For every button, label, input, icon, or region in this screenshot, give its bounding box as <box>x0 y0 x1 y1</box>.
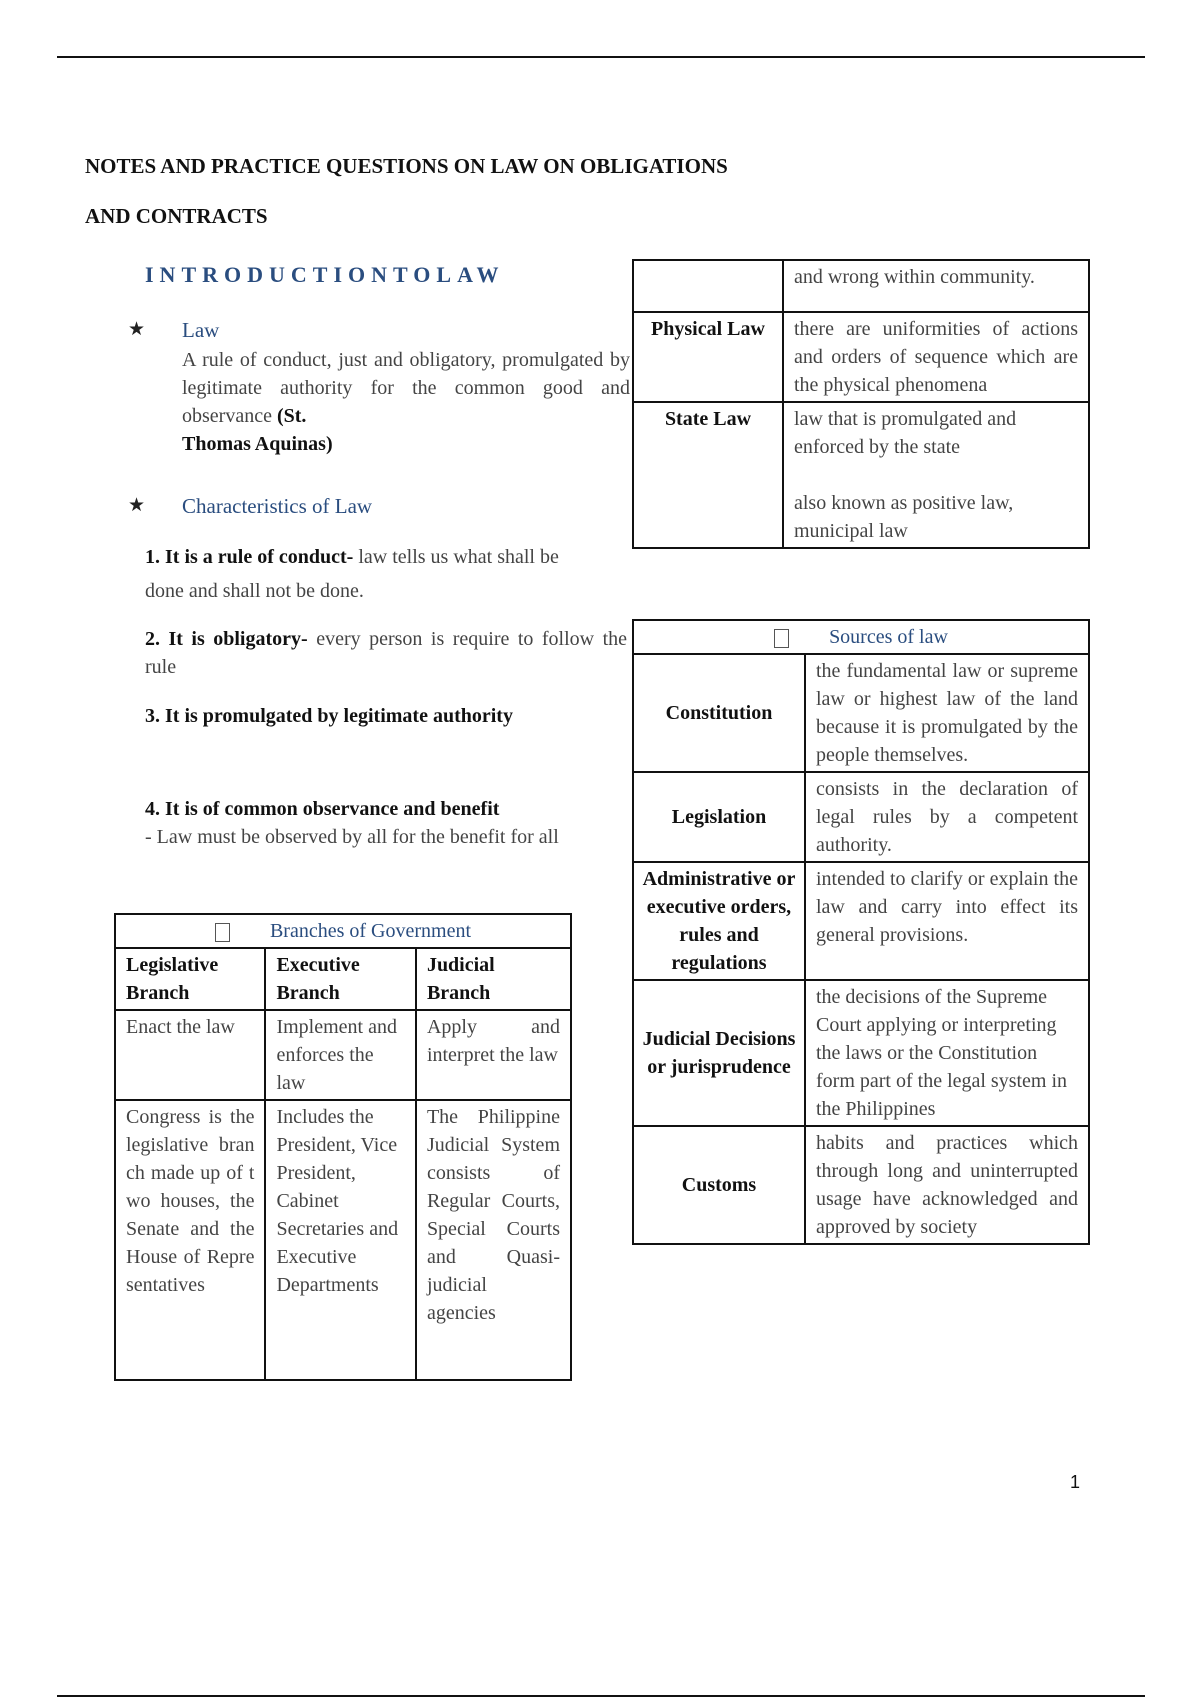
source-label: Legislation <box>633 772 805 862</box>
state-law-text2: also known as positive law, municipal law <box>794 492 1014 542</box>
sources-table <box>632 619 1090 1245</box>
table-row <box>633 260 1089 312</box>
top-rule <box>57 56 1145 58</box>
c3-title: 3. It is promulgated by legitimate authority <box>145 705 513 727</box>
checkbox-icon <box>215 923 230 942</box>
star-bullet-icon: ★ <box>128 319 146 340</box>
table-row <box>633 772 1089 862</box>
cell-legislative-desc: Congress is the legislative branch made up of two houses, the Senate and the House of Representatives <box>115 1100 265 1380</box>
branches-caption: Branches of Government <box>269 920 472 942</box>
table-row <box>633 312 1089 402</box>
table-row <box>115 1100 571 1380</box>
source-label: Administrative or executive orders, rules and regulations <box>633 862 805 980</box>
c4-title: 4. It is of common observance and benefit <box>145 798 500 820</box>
header-legislative: Legislative Branch <box>115 948 265 1010</box>
branches-table <box>114 913 572 1381</box>
characteristic-3 <box>145 702 627 730</box>
bottom-rule <box>57 1695 1145 1697</box>
characteristic-2 <box>145 625 627 681</box>
source-label: Customs <box>633 1126 805 1244</box>
source-text: the decisions of the Supreme Court applying or interpreting the laws or the Constitution form part of the legal system in the Philippines <box>805 980 1089 1126</box>
source-label: Constitution <box>633 654 805 772</box>
c2-title: 2. It is obligatory- <box>145 628 308 650</box>
intro-heading: INTRODUCTIONTOLAW <box>145 262 505 287</box>
table-row <box>633 654 1089 772</box>
table-row <box>633 862 1089 980</box>
law-source-l1: (St. <box>276 405 307 427</box>
kinds-of-law-table <box>632 259 1090 549</box>
c2-text: every person is require to follow the rule <box>145 628 628 678</box>
table-row <box>633 402 1089 548</box>
physical-law-text: there are uniformities of actions and orders of sequence which are the physical phenomena <box>783 312 1089 402</box>
c4-text: - Law must be observed by all for the benefit for all <box>145 826 559 848</box>
sources-caption: Sources of law <box>829 626 948 648</box>
page-number: 1 <box>1070 1472 1081 1492</box>
characteristic-1 <box>145 540 565 608</box>
star-bullet-icon: ★ <box>128 495 146 516</box>
header-judicial: Judicial Branch <box>416 948 571 1010</box>
c1-text: law tells us what shall be done and shall not be done. <box>145 546 559 602</box>
state-law-label: State Law <box>633 402 783 548</box>
table-row <box>115 1010 571 1100</box>
branches-caption-cell <box>115 914 571 948</box>
cell-legislative-role: Enact the law <box>115 1010 265 1100</box>
physical-law-label: Physical Law <box>633 312 783 402</box>
source-label: Judicial Decisions or jurisprudence <box>633 980 805 1126</box>
cell-executive-role: Implement and enforces the law <box>265 1010 415 1100</box>
cell-judicial-desc: The Philippine Judicial System consists of Regular Courts, Special Courts and Quasi-judicial agencies <box>416 1100 571 1380</box>
cell-executive-desc: Includes the President, Vice President, Cabinet Secretaries and Executive Departments <box>265 1100 415 1380</box>
state-law-text1: law that is promulgated and enforced by the state <box>794 408 1017 458</box>
source-text: consists in the declaration of legal rules by a competent authority. <box>805 772 1089 862</box>
c1-title: 1. It is a rule of conduct- <box>145 546 354 568</box>
source-text: intended to clarify or explain the law and carry into effect its general provisions. <box>805 862 1089 980</box>
table-row <box>633 980 1089 1126</box>
source-text: habits and practices which through long and uninterrupted usage have acknowledged and approved by society <box>805 1126 1089 1244</box>
table-row <box>633 1126 1089 1244</box>
sources-caption-cell <box>633 620 1089 654</box>
law-definition-text: A rule of conduct, just and obligatory, promulgated by legitimate authority for the common good and observance <box>182 349 630 427</box>
header-executive: Executive Branch <box>265 948 415 1010</box>
characteristics-heading: Characteristics of Law <box>182 494 373 518</box>
kinds-continued-text: and wrong within community. <box>783 260 1089 312</box>
checkbox-icon <box>774 629 789 648</box>
law-definition <box>182 346 630 458</box>
doc-title-line2: AND CONTRACTS <box>85 204 268 228</box>
doc-title-line1: NOTES AND PRACTICE QUESTIONS ON LAW ON OBLIGATIONS <box>85 154 728 178</box>
source-text: the fundamental law or supreme law or highest law of the land because it is promulgated by the people themselves. <box>805 654 1089 772</box>
law-heading: Law <box>182 318 220 342</box>
characteristic-4 <box>145 795 585 851</box>
cell-judicial-role: Apply and interpret the law <box>416 1010 571 1100</box>
law-source-l2: Thomas Aquinas) <box>182 433 333 455</box>
